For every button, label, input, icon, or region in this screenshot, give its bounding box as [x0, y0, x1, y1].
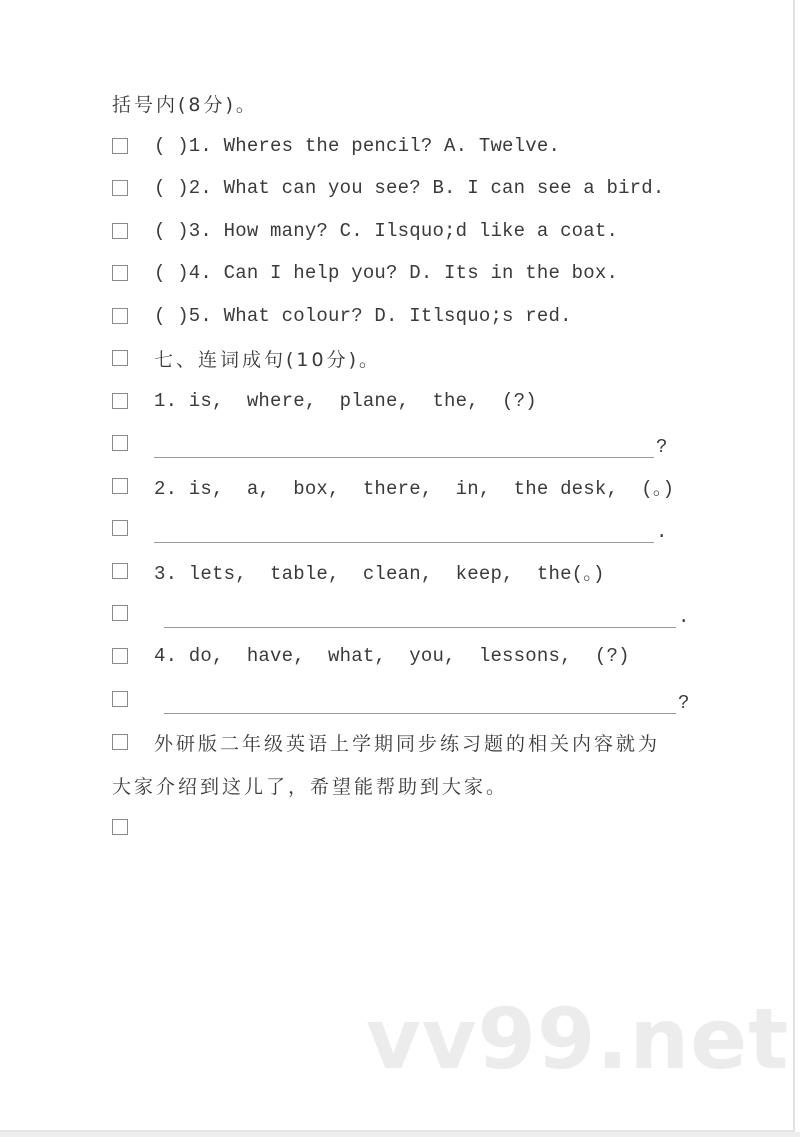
- sentence-prompt-4: [112, 641, 630, 671]
- checkbox-icon[interactable]: [112, 648, 128, 664]
- watermark: vv99.net: [366, 990, 790, 1088]
- closing-paragraph-line-2: [112, 770, 508, 800]
- answer-end-mark: ?: [678, 692, 690, 714]
- section-title: 七、连词成句(10分)。: [154, 348, 382, 371]
- intro-line: [112, 88, 258, 118]
- matching-item-3: [112, 216, 618, 246]
- matching-item-4: [112, 258, 618, 288]
- sentence-prompt-1: [112, 386, 537, 416]
- prompt-text: 3. lets, table, clean, keep, the(。): [154, 562, 605, 585]
- closing-text: 大家介绍到这儿了，希望能帮助到大家。: [112, 775, 509, 798]
- matching-text: ( )4. Can I help you? D. Its in the box.: [154, 262, 619, 284]
- checkbox-icon[interactable]: [112, 605, 128, 621]
- checkbox-icon[interactable]: [112, 308, 128, 324]
- checkbox-icon[interactable]: [112, 138, 128, 154]
- answer-end-mark: ?: [656, 436, 668, 458]
- checkbox-icon[interactable]: [112, 691, 128, 707]
- section-seven-heading: [112, 343, 381, 373]
- matching-text: ( )2. What can you see? B. I can see a bird.: [154, 177, 665, 199]
- answer-blank[interactable]: [154, 524, 654, 543]
- sentence-answer-3: [112, 598, 690, 628]
- answer-end-mark: .: [656, 521, 668, 543]
- empty-line: [112, 812, 154, 842]
- checkbox-icon[interactable]: [112, 180, 128, 196]
- checkbox-icon[interactable]: [112, 223, 128, 239]
- matching-text: ( )3. How many? C. Ilsquo;d like a coat.: [154, 220, 619, 242]
- prompt-text: 1. is, where, plane, the, (?): [154, 390, 537, 412]
- matching-item-5: [112, 301, 572, 331]
- closing-text: 外研版二年级英语上学期同步练习题的相关内容就为: [154, 732, 661, 755]
- page-bottom-edge: [0, 1132, 800, 1137]
- intro-text: 括号内(8分)。: [112, 93, 258, 116]
- checkbox-icon[interactable]: [112, 734, 128, 750]
- checkbox-icon[interactable]: [112, 393, 128, 409]
- closing-paragraph-line-1: [112, 727, 660, 757]
- matching-text: ( )5. What colour? D. Itlsquo;s red.: [154, 305, 572, 327]
- checkbox-icon[interactable]: [112, 819, 128, 835]
- sentence-answer-4: [112, 684, 690, 714]
- prompt-text: 4. do, have, what, you, lessons, (?): [154, 645, 630, 667]
- checkbox-icon[interactable]: [112, 478, 128, 494]
- checkbox-icon[interactable]: [112, 563, 128, 579]
- prompt-text: 2. is, a, box, there, in, the desk, (。): [154, 477, 675, 500]
- answer-end-mark: .: [678, 606, 690, 628]
- sentence-answer-1: [112, 428, 668, 458]
- checkbox-icon[interactable]: [112, 350, 128, 366]
- matching-text: ( )1. Wheres the pencil? A. Twelve.: [154, 135, 561, 157]
- answer-blank[interactable]: [154, 439, 654, 458]
- sentence-prompt-3: [112, 556, 605, 586]
- checkbox-icon[interactable]: [112, 265, 128, 281]
- matching-item-1: [112, 131, 560, 161]
- answer-blank[interactable]: [164, 695, 676, 714]
- sentence-answer-2: [112, 513, 668, 543]
- checkbox-icon[interactable]: [112, 435, 128, 451]
- sentence-prompt-2: [112, 471, 674, 501]
- answer-blank[interactable]: [164, 609, 676, 628]
- matching-item-2: [112, 173, 664, 203]
- checkbox-icon[interactable]: [112, 520, 128, 536]
